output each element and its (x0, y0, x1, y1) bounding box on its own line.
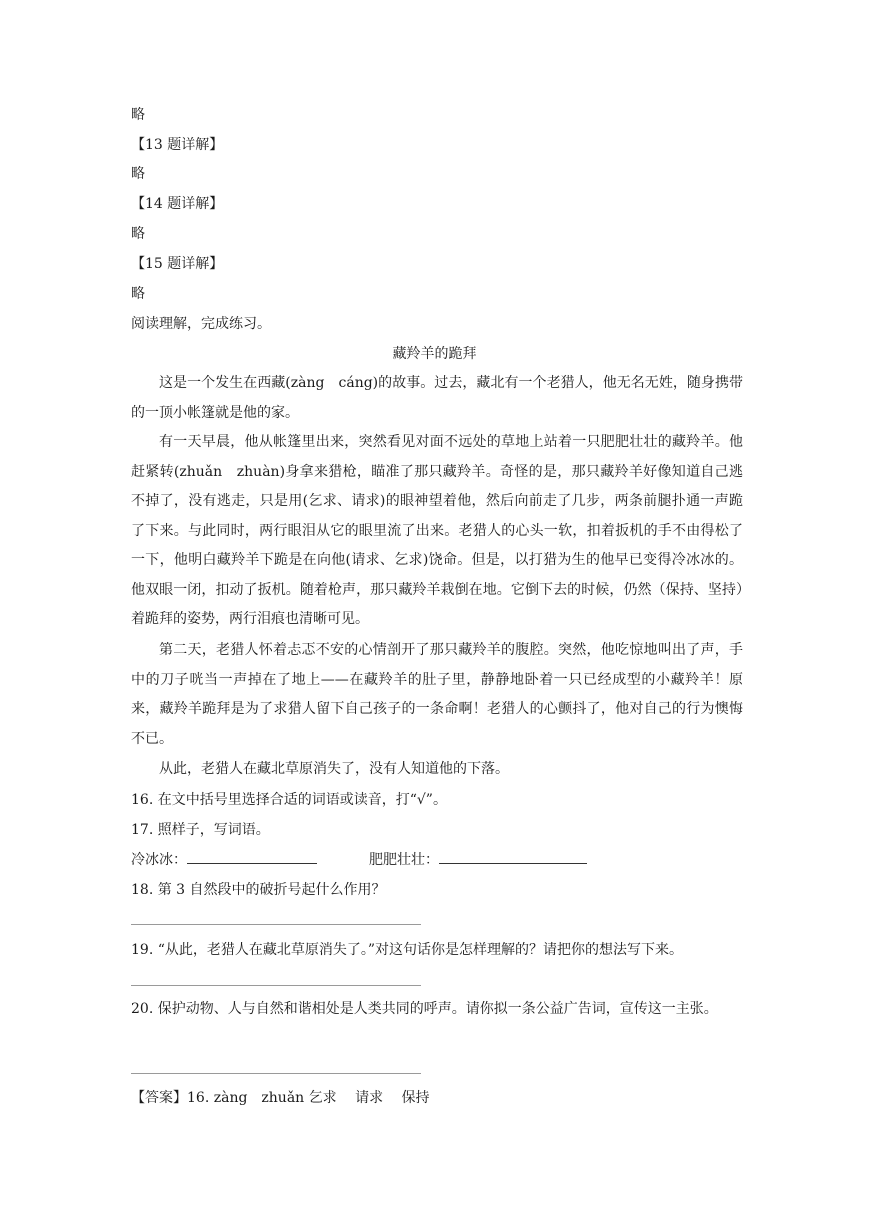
q20-answer-line[interactable] (131, 1073, 421, 1074)
answer-text: 略 (131, 286, 145, 302)
question-17-item-1 (131, 850, 317, 870)
question-19: 19. “从此，老猎人在藏北草原消失了。”对这句话你是怎样理解的？请把你的想法写下来。 (131, 942, 684, 958)
answer-section (131, 1088, 430, 1108)
q17-item2-label: 肥肥壮壮： (369, 852, 439, 868)
passage-paragraph-1: 这是一个发生在西藏(zàng cáng)的故事。过去，藏北有一个老猎人，他无名无姓，随身携带的一顶小帐篷就是他的家。 (131, 375, 743, 421)
section-header: 【13 题详解】 (131, 137, 224, 153)
q18-answer-line[interactable] (131, 924, 421, 925)
passage-title: 藏羚羊的跪拜 (392, 346, 477, 362)
answer-text: 略 (131, 166, 145, 182)
answer-text: 略 (131, 107, 145, 123)
question-17: 17. 照样子，写词语。 (131, 822, 270, 838)
instruction: 阅读理解，完成练习。 (131, 316, 271, 332)
q17-item1-blank[interactable] (187, 862, 317, 864)
answer-text: 略 (131, 226, 145, 242)
question-17-item-2 (369, 850, 587, 870)
passage-paragraph-2: 有一天早晨，他从帐篷里出来，突然看见对面不远处的草地上站着一只肥肥壮壮的藏羚羊。他赶紧转(zhuǎn zhuàn)身拿来猎枪，瞄准了那只藏羚羊。奇怪的是，那只藏羚羊好像知道自己逃不掉了，没有逃走，只是用(乞求、请求)的眼神望着他，然后向前走了几步，两条前腿扑通一声跪了下来。与此同时，两行眼泪从它的眼里流了出来。老猎人的心头一软，扣着扳机的手不由得松了一下，他明白藏羚羊下跪是在向他(请求、乞求)饶命。但是，以打猎为生的他早已变得冷冰冰的。他双眼一闭，扣动了扳机。随着枪声，那只藏羚羊栽倒在地。它倒下去的时候，仍然（保持、坚持）着跪拜的姿势，两行泪痕也清晰可见。 (131, 434, 743, 627)
q19-answer-line[interactable] (131, 985, 421, 986)
answer-text: 16. zàng zhuǎn 乞求 请求 保持 (187, 1090, 430, 1106)
passage-paragraph-4: 从此，老猎人在藏北草原消失了，没有人知道他的下落。 (159, 761, 509, 777)
passage-paragraph-3: 第二天，老猎人怀着忐忑不安的心情剖开了那只藏羚羊的腹腔。突然，他吃惊地叫出了声，手中的刀子咣当一声掉在了地上——在藏羚羊的肚子里，静静地卧着一只已经成型的小藏羚羊！原来，藏羚羊跪拜是为了求猎人留下自己孩子的一条命啊！老猎人的心颤抖了，他对自己的行为懊悔不已。 (131, 642, 743, 747)
question-18: 18. 第 3 自然段中的破折号起什么作用？ (131, 882, 386, 898)
section-header: 【15 题详解】 (131, 256, 224, 272)
question-16: 16. 在文中括号里选择合适的词语或读音，打“√”。 (131, 792, 447, 808)
q17-item2-blank[interactable] (439, 862, 587, 864)
section-header: 【14 题详解】 (131, 196, 224, 212)
q17-item1-label: 冷冰冰： (131, 852, 187, 868)
question-20: 20. 保护动物、人与自然和谐相处是人类共同的呼声。请你拟一条公益广告词，宣传这一主张。 (131, 1001, 718, 1017)
answer-label: 【答案】 (131, 1090, 187, 1106)
